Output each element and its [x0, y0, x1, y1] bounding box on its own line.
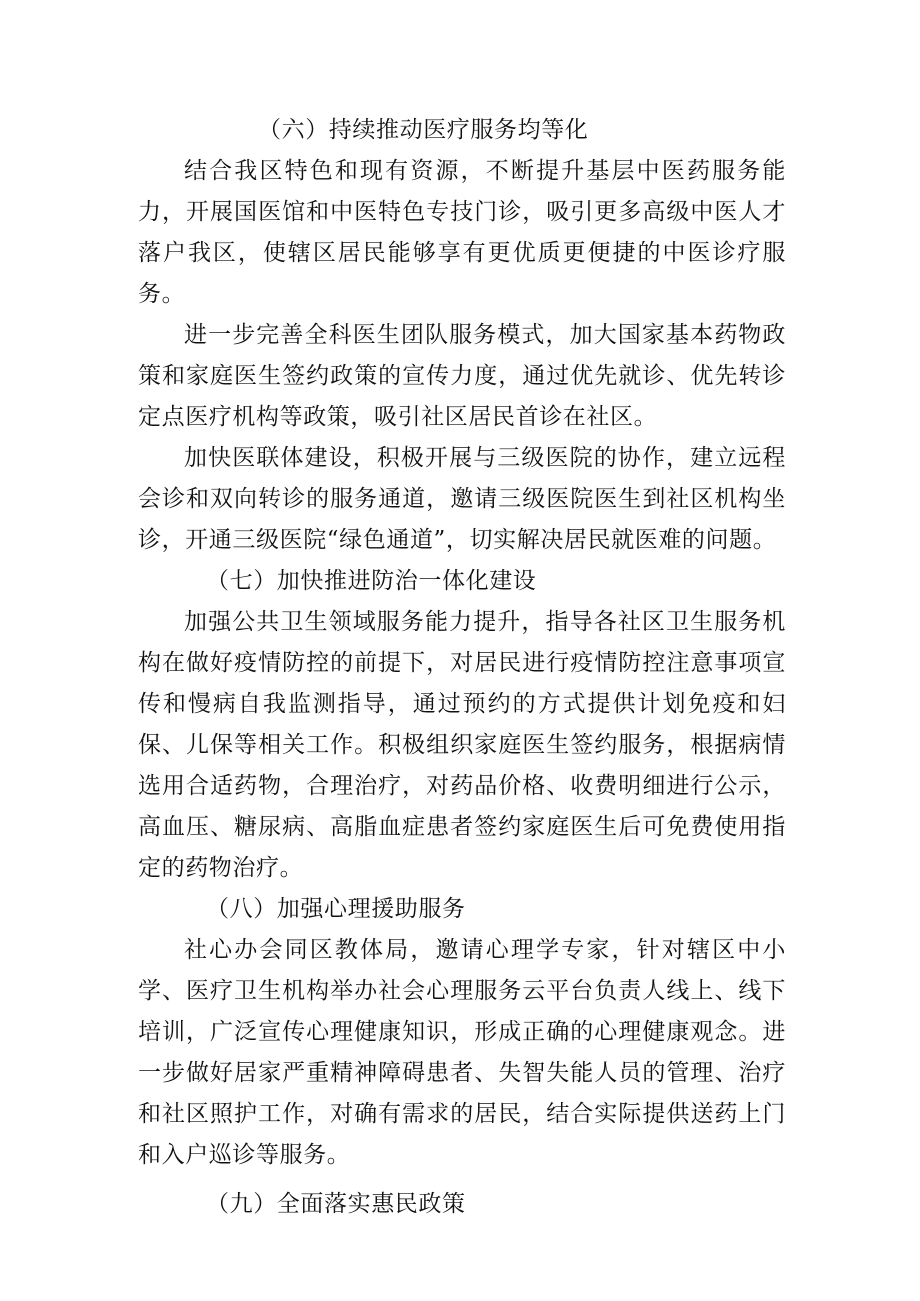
section-heading-8: （八）加强心理援助服务 [206, 896, 466, 922]
section-heading-9: （九）全面落实惠民政策 [206, 1191, 466, 1217]
paragraph-7-1: 加强公共卫生领域服务能力提升，指导各社区卫生服务机构在做好疫情防控的前提下，对居民进行疫情防控注意事项宣传和慢病自我监测指导，通过预约的方式提供计划免疫和妇保、儿保等相关工作。积极组织家庭医生签约服务，根据病情选用合适药物，合理治疗，对药品价格、收费明细进行公示，高血压、糖尿病、高脂血症患者签约家庭医生后可免费使用指定的药物治疗。 [138, 609, 786, 881]
section-heading-7: （七）加快推进防治一体化建设 [206, 568, 537, 594]
paragraph-6-2: 进一步完善全科医生团队服务模式，加大国家基本药物政策和家庭医生签约政策的宣传力度，通过优先就诊、优先转诊定点医疗机构等政策，吸引社区居民首诊在社区。 [138, 322, 786, 430]
paragraph-6-1: 结合我区特色和现有资源，不断提升基层中医药服务能力，开展国医馆和中医特色专技门诊，吸引更多高级中医人才落户我区，使辖区居民能够享有更优质更便捷的中医诊疗服务。 [138, 158, 786, 307]
paragraph-6-3: 加快医联体建设，积极开展与三级医院的协作，建立远程会诊和双向转诊的服务通道，邀请三级医院医生到社区机构坐诊，开通三级医院“绿色通道”，切实解决居民就医难的问题。 [138, 445, 786, 553]
document-body [138, 110, 786, 1225]
section-heading-6: （六）持续推动医疗服务均等化 [258, 117, 589, 143]
paragraph-8-1: 社心办会同区教体局，邀请心理学专家，针对辖区中小学、医疗卫生机构举办社会心理服务云平台负责人线上、线下培训，广泛宣传心理健康知识，形成正确的心理健康观念。进一步做好居家严重精神障碍患者、失智失能人员的管理、治疗和社区照护工作，对确有需求的居民，结合实际提供送药上门和入户巡诊等服务。 [138, 937, 786, 1168]
